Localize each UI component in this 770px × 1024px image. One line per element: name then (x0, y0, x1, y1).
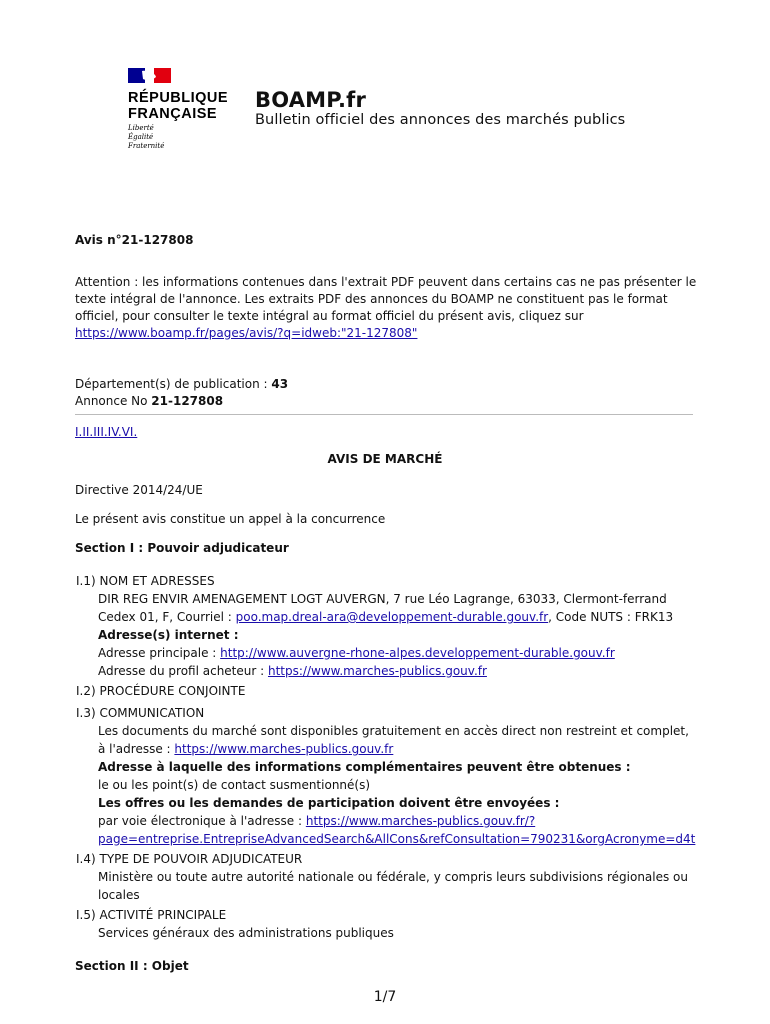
email-link[interactable]: poo.map.dreal-ara@developpement-durable.gouv.fr (235, 610, 549, 624)
i3-line-2 (98, 740, 393, 758)
i1-label: I.1) NOM ET ADRESSES (76, 574, 215, 588)
department-line (75, 375, 288, 393)
republique-francaise-logo (128, 90, 228, 122)
section-links[interactable]: I.II.III.IV.VI. (75, 425, 138, 439)
nuts-code: , Code NUTS : FRK13 (548, 610, 674, 624)
main-address-line (98, 644, 615, 662)
i3-info-value: le ou les point(s) de contact susmentionné(s) (98, 778, 371, 792)
department-value: 43 (271, 377, 289, 391)
logo-line-1: RÉPUBLIQUE (128, 90, 229, 106)
i4-label: I.4) TYPE DE POUVOIR ADJUDICATEUR (76, 852, 303, 866)
i3-address-link[interactable]: https://www.marches-publics.gouv.fr (174, 742, 394, 756)
marianne-flag-icon (128, 68, 171, 83)
attention-line-1: Attention : les informations contenues dans l'extrait PDF peuvent dans certains cas ne pas présenter le (75, 275, 697, 289)
divider (75, 414, 693, 415)
main-address-link[interactable]: http://www.auvergne-rhone-alpes.developpement-durable.gouv.fr (220, 646, 615, 660)
i3-label: I.3) COMMUNICATION (76, 706, 205, 720)
notice-title: Avis n°21-127808 (75, 233, 194, 247)
i1-address-line-2 (98, 608, 673, 626)
offers-link-part-2[interactable]: page=entreprise.EntrepriseAdvancedSearch&AllCons&refConsultation=790231&orgAcronyme=d4t (98, 832, 696, 846)
profile-link[interactable]: https://www.marches-publics.gouv.fr (267, 664, 487, 678)
annonce-label: Annonce No (75, 394, 152, 408)
i2-label: I.2) PROCÉDURE CONJOINTE (76, 684, 246, 698)
i3-address-label: à l'adresse : (98, 742, 175, 756)
annonce-line (75, 392, 223, 410)
i3-offers-pre: par voie électronique à l'adresse : (98, 814, 306, 828)
motto-liberte: Liberté (128, 124, 154, 132)
profile-label: Adresse du profil acheteur : (98, 664, 268, 678)
section-1-title: Section I : Pouvoir adjudicateur (75, 541, 289, 555)
department-label: Département(s) de publication : (75, 377, 272, 391)
attention-line-2: texte intégral de l'annonce. Les extraits PDF des annonces du BOAMP ne constituent pas le format (75, 292, 668, 306)
i3-offers-line (98, 812, 535, 830)
i5-value: Services généraux des administrations publiques (98, 926, 394, 940)
directive-text: Directive 2014/24/UE (75, 483, 203, 497)
section-2-title: Section II : Objet (75, 959, 189, 973)
main-address-label: Adresse principale : (98, 646, 221, 660)
logo-line-2: FRANÇAISE (128, 106, 218, 122)
intro-text: Le présent avis constitue un appel à la concurrence (75, 512, 386, 526)
motto-egalite: Égalité (128, 133, 154, 141)
offers-link-part-1[interactable]: https://www.marches-publics.gouv.fr/? (305, 814, 536, 828)
full-notice-link[interactable]: https://www.boamp.fr/pages/avis/?q=idweb:"21-127808" (75, 326, 418, 340)
republic-motto (128, 124, 164, 151)
annonce-value: 21-127808 (151, 394, 224, 408)
attention-line-3: officiel, pour consulter le texte intégral au format officiel du présent avis, cliquez sur (75, 309, 584, 323)
i4-line-2: locales (98, 888, 140, 902)
i4-line-1: Ministère ou toute autre autorité nationale ou fédérale, y compris leurs subdivisions régionales ou (98, 870, 689, 884)
i3-offers-label: Les offres ou les demandes de participation doivent être envoyées : (98, 796, 560, 810)
i3-info-label: Adresse à laquelle des informations complémentaires peuvent être obtenues : (98, 760, 631, 774)
i5-label: I.5) ACTIVITÉ PRINCIPALE (76, 908, 227, 922)
page-number: 1/7 (373, 989, 397, 1005)
email-label: Cedex 01, F, Courriel : (98, 610, 236, 624)
internet-label: Adresse(s) internet : (98, 628, 239, 642)
profile-line (98, 662, 487, 680)
boamp-subtitle: Bulletin officiel des annonces des marchés publics (255, 112, 626, 128)
boamp-brand: BOAMP.fr (255, 88, 367, 112)
i1-address-line-1: DIR REG ENVIR AMENAGEMENT LOGT AUVERGN, 7 rue Léo Lagrange, 63033, Clermont-ferrand (98, 592, 667, 606)
i3-line-1: Les documents du marché sont disponibles gratuitement en accès direct non restreint et complet, (98, 724, 689, 738)
motto-fraternite: Fraternité (128, 142, 165, 150)
avis-heading: AVIS DE MARCHÉ (327, 452, 443, 466)
